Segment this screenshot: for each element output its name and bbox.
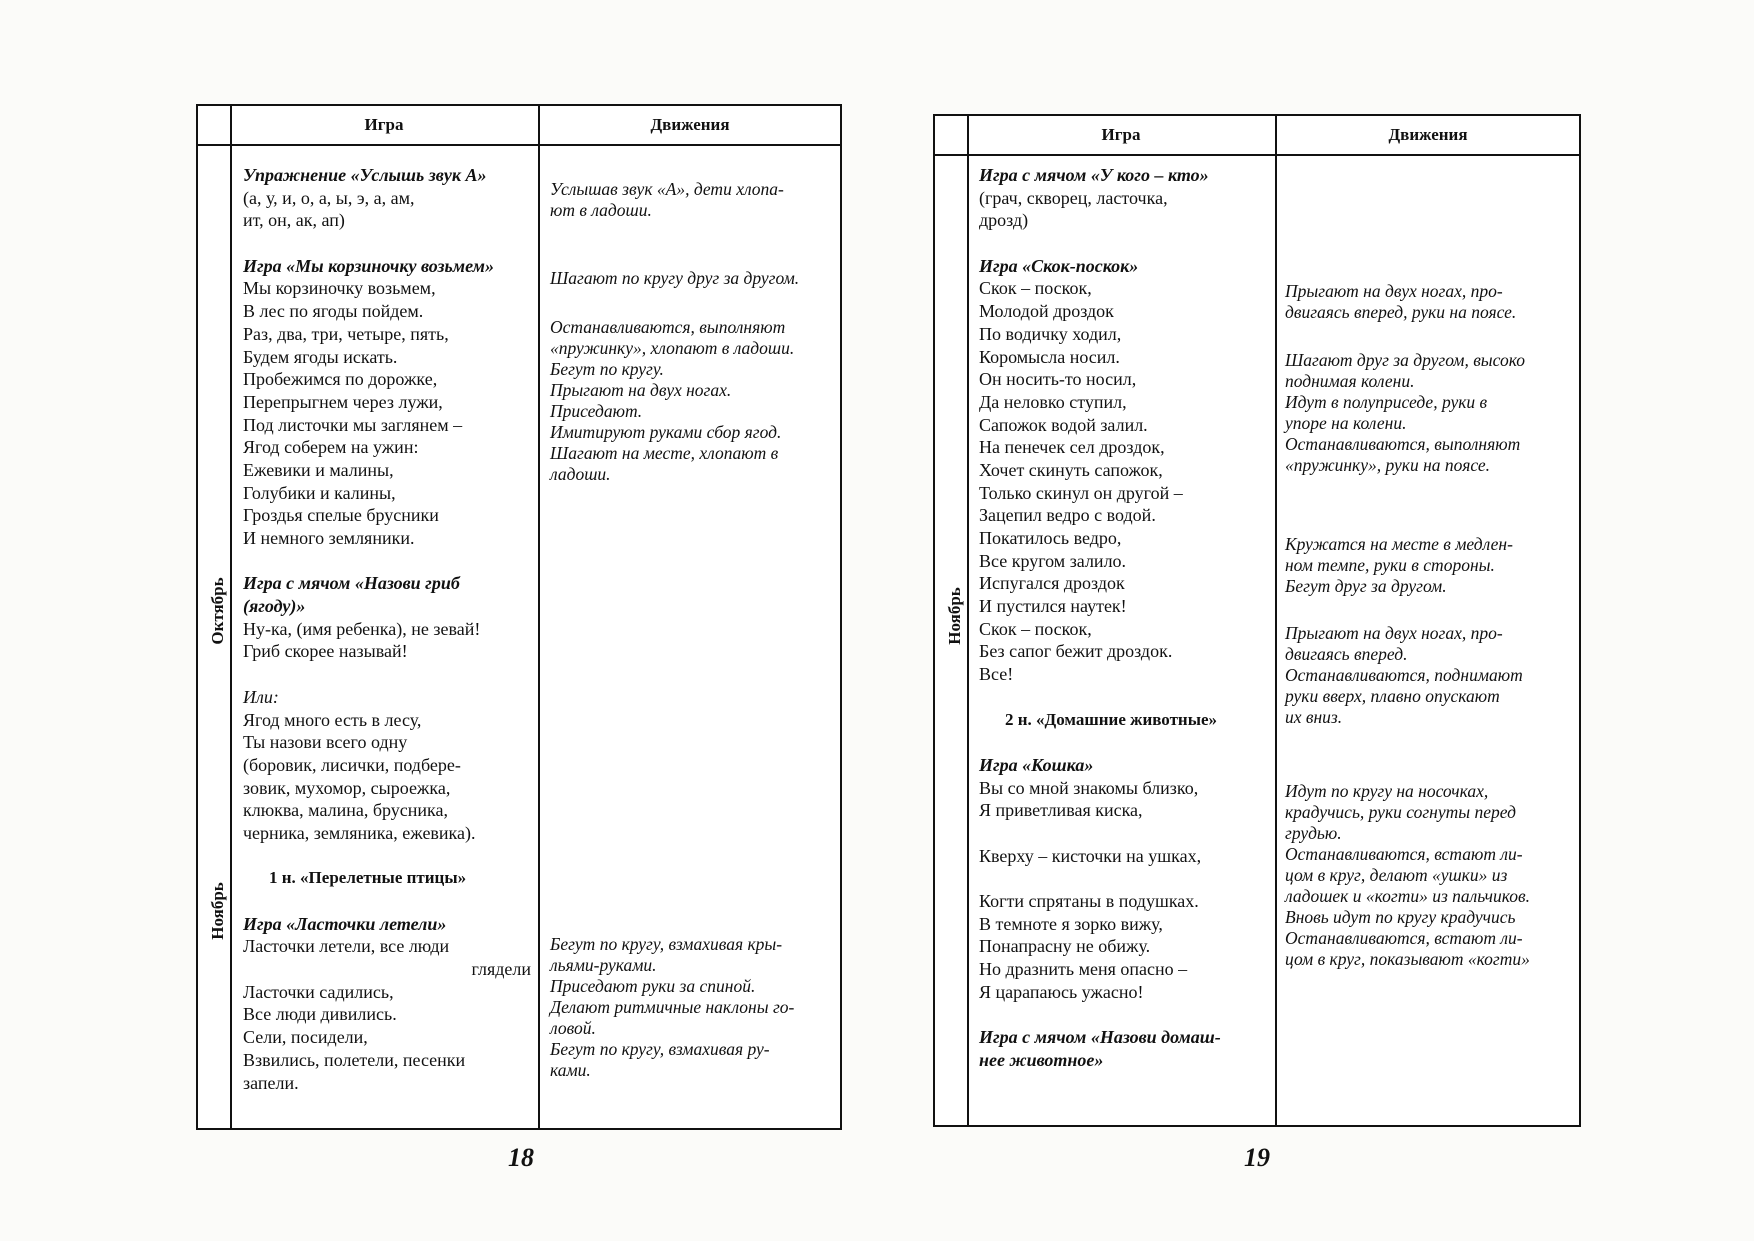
movement-text-line: упоре на колени.	[1285, 413, 1407, 433]
right-month-divider	[967, 116, 969, 1125]
movement-text-line: льями-руками.	[550, 955, 657, 975]
game-text-line: Все кругом залило.	[979, 550, 1127, 571]
game-text-line: Без сапог бежит дроздок.	[979, 641, 1173, 662]
movement-text-line: «пружинку», руки на поясе.	[1285, 455, 1491, 475]
header-game: Игра	[364, 115, 404, 134]
movement-text-line: Бегут по кругу.	[550, 359, 664, 379]
movement-text-line: Шагают друг за другом, высоко	[1285, 350, 1525, 370]
game-text-line: нее животное»	[979, 1049, 1104, 1070]
game-text-line: глядели	[471, 959, 531, 980]
movement-text-line: Прыгают на двух ногах, про-	[1285, 623, 1503, 643]
game-text-line: Скок – поскок,	[979, 278, 1092, 299]
movement-text-line: Бегут по кругу, взмахивая кры-	[550, 934, 783, 954]
game-text-line: Да неловко ступил,	[979, 391, 1127, 412]
movement-text-line: Идут в полуприседе, руки в	[1285, 392, 1488, 412]
game-text-line: Зацепил ведро с водой.	[979, 505, 1156, 526]
game-text-line: (ягоду)»	[243, 596, 306, 617]
right-moves-block	[1285, 281, 1575, 323]
game-text-line: Но дразнить меня опасно –	[979, 959, 1188, 980]
left-table	[196, 104, 842, 1130]
right-table	[933, 114, 1581, 1127]
game-text-line: 1 н. «Перелетные птицы»	[269, 868, 467, 888]
game-text-line: Или:	[243, 686, 279, 707]
movement-text-line: ладошек и «когти» из пальчиков.	[1285, 886, 1530, 906]
game-text-line: Игра «Кошка»	[979, 754, 1094, 775]
game-text-line: Игра с мячом «У кого – кто»	[979, 165, 1209, 185]
game-text-line	[243, 232, 531, 255]
movement-text-line: Приседают.	[550, 401, 643, 421]
game-text-line: Вы со мной знакомы близко,	[979, 777, 1199, 798]
movement-text-line: Вновь идут по кругу крадучись	[1285, 907, 1516, 927]
game-text-line: И пустился наутек!	[979, 596, 1127, 617]
game-text-line	[979, 731, 1269, 754]
game-text-line: Игра «Мы корзиночку возьмем»	[243, 255, 494, 276]
game-text-line	[243, 663, 531, 686]
game-text-line: Покатилось ведро,	[979, 528, 1122, 548]
right-column-divider	[1275, 116, 1277, 1125]
game-text-line: Я приветливая киска,	[979, 800, 1143, 821]
game-text-line: Гроздья спелые брусники	[243, 505, 439, 526]
game-text-line: Игра с мячом «Назови гриб	[243, 573, 460, 594]
game-text-line: Только скинул он другой –	[979, 482, 1183, 503]
game-text-line	[979, 686, 1269, 709]
game-text-line: Я царапаюсь ужасно!	[979, 981, 1144, 1002]
movement-text-line: Бегут по кругу, взмахивая ру-	[550, 1039, 770, 1059]
game-text-line: (грач, скворец, ласточка,	[979, 187, 1168, 208]
movement-text-line: ном темпе, руки в стороны.	[1285, 555, 1495, 575]
right-page	[877, 0, 1754, 1241]
movement-text-line: ловой.	[550, 1018, 596, 1038]
right-moves-block	[1285, 623, 1575, 728]
movement-text-line: Останавливаются, встают ли-	[1285, 928, 1523, 948]
movement-text-line: Шагают по кругу друг за другом.	[550, 268, 800, 288]
game-text-line: На пенечек сел дроздок,	[979, 437, 1165, 458]
movement-text-line: грудью.	[1285, 823, 1342, 843]
right-game-column	[979, 164, 1269, 1072]
game-text-line: Ягод много есть в лесу,	[243, 709, 422, 730]
game-text-line: Под листочки мы заглянем –	[243, 414, 463, 435]
movement-text-line: двигаясь вперед, руки на поясе.	[1285, 302, 1517, 322]
game-text-line	[243, 845, 531, 868]
game-text-line: Кверху – кисточки на ушках,	[979, 845, 1202, 866]
game-text-line: Будем ягоды искать.	[243, 346, 398, 367]
game-text-line: Игра «Скок-поскок»	[979, 255, 1139, 276]
game-text-line: Раз, два, три, четыре, пять,	[243, 323, 449, 344]
game-text-line: По водичку ходил,	[979, 323, 1122, 344]
movement-text-line: Имитируют руками сбор ягод.	[550, 422, 782, 442]
left-moves-block	[550, 934, 835, 1081]
game-text-line	[979, 1003, 1269, 1026]
game-text-line: В лес по ягоды пойдем.	[243, 301, 424, 322]
movement-text-line: ют в ладоши.	[550, 200, 652, 220]
left-game-column	[243, 164, 531, 1094]
game-text-line: Ягод соберем на ужин:	[243, 437, 419, 458]
movement-text-line: Услышав звук «А», дети хлопа-	[550, 179, 784, 199]
game-text-line: Коромысла носил.	[979, 346, 1120, 367]
game-text-line: Упражнение «Услышь звук А»	[243, 165, 487, 185]
movement-text-line: «пружинку», хлопают в ладоши.	[550, 338, 795, 358]
game-text-line: Скок – поскок,	[979, 618, 1092, 639]
movement-text-line: Идут по кругу на носочках,	[1285, 781, 1489, 801]
game-text-line: Пробежимся по дорожке,	[243, 369, 438, 390]
movement-text-line: Прыгают на двух ногах, про-	[1285, 281, 1503, 301]
movement-text-line: Делают ритмичные наклоны го-	[550, 997, 795, 1017]
game-text-line: Игра «Ласточки летели»	[243, 913, 447, 934]
movement-text-line: Бегут друг за другом.	[1285, 576, 1447, 596]
game-text-line: Ласточки садились,	[243, 981, 394, 1002]
right-moves-block	[1285, 781, 1575, 970]
left-moves-block	[550, 268, 835, 289]
game-text-line: Молодой дроздок	[979, 301, 1114, 322]
month-label-november: Ноябрь	[208, 882, 227, 940]
game-text-line: Испугался дроздок	[979, 573, 1125, 594]
game-text-line: Голубики и калины,	[243, 482, 396, 503]
game-text-line: Гриб скорее называй!	[243, 641, 408, 662]
header-moves: Движения	[1388, 125, 1468, 144]
game-text-line: 2 н. «Домашние животные»	[1005, 709, 1218, 729]
game-text-line: Сапожок водой залил.	[979, 414, 1148, 435]
movement-text-line: руки вверх, плавно опускают	[1285, 686, 1500, 706]
movement-text-line: Останавливаются, поднимают	[1285, 665, 1523, 685]
left-table-header	[198, 106, 840, 146]
game-text-line: (боровик, лисички, подбере-	[243, 754, 461, 775]
left-month-divider	[230, 106, 232, 1128]
game-text-line: Когти спрятаны в подушках.	[979, 891, 1199, 911]
header-game: Игра	[1101, 125, 1141, 144]
left-column-divider	[538, 106, 540, 1128]
game-text-line	[979, 232, 1269, 255]
game-text-line: запели.	[243, 1072, 299, 1093]
movement-text-line: Останавливаются, встают ли-	[1285, 844, 1523, 864]
game-text-line	[979, 867, 1269, 890]
right-moves-block	[1285, 534, 1575, 597]
game-text-line	[979, 822, 1269, 845]
movement-text-line: цом в круг, делают «ушки» из	[1285, 865, 1508, 885]
left-moves-block	[550, 317, 835, 485]
game-text-line: Взвились, полетели, песенки	[243, 1049, 466, 1070]
game-text-line: (а, у, и, о, а, ы, э, а, ам,	[243, 187, 415, 208]
game-text-line: Все!	[979, 664, 1014, 685]
game-text-line	[243, 550, 531, 573]
game-text-line	[243, 890, 531, 913]
game-text-line: дрозд)	[979, 210, 1029, 231]
movement-text-line: их вниз.	[1285, 707, 1343, 727]
movement-text-line: цом в круг, показывают «когти»	[1285, 949, 1530, 969]
game-text-line: ит, он, ак, ап)	[243, 210, 345, 231]
page-number-right: 19	[1244, 1143, 1270, 1172]
movement-text-line: Останавливаются, выполняют	[1285, 434, 1521, 454]
game-text-line: Понапрасну не обижу.	[979, 936, 1151, 957]
movement-text-line: Приседают руки за спиной.	[550, 976, 756, 996]
movement-text-line: поднимая колени.	[1285, 371, 1415, 391]
game-text-line: Ласточки летели, все люди	[243, 936, 450, 957]
movement-text-line: Прыгают на двух ногах.	[550, 380, 732, 400]
header-moves: Движения	[650, 115, 730, 134]
game-text-line: Сели, посидели,	[243, 1027, 368, 1048]
game-text-line: зовик, мухомор, сыроежка,	[243, 777, 451, 798]
movement-text-line: ками.	[550, 1060, 591, 1080]
month-label-november: Ноябрь	[945, 587, 964, 645]
game-text-line: Хочет скинуть сапожок,	[979, 459, 1163, 480]
game-text-line: Ну-ка, (имя ребенка), не зевай!	[243, 618, 481, 639]
game-text-line: Игра с мячом «Назови домаш-	[979, 1027, 1221, 1048]
right-moves-block	[1285, 350, 1575, 476]
movement-text-line: Останавливаются, выполняют	[550, 317, 786, 337]
game-text-line: Перепрыгнем через лужи,	[243, 391, 443, 412]
right-table-header	[935, 116, 1579, 156]
game-text-line: клюква, малина, брусника,	[243, 800, 448, 821]
game-text-line: Мы корзиночку возьмем,	[243, 278, 436, 299]
game-text-line: Ты назови всего одну	[243, 732, 408, 753]
game-text-line: Ежевики и малины,	[243, 459, 394, 480]
page-number-left: 18	[508, 1143, 534, 1172]
movement-text-line: крадучись, руки согнуты перед	[1285, 802, 1516, 822]
game-text-line: В темноте я зорко вижу,	[979, 913, 1163, 934]
movement-text-line: двигаясь вперед.	[1285, 644, 1408, 664]
game-text-line: Он носить-то носил,	[979, 369, 1137, 390]
game-text-line: черника, земляника, ежевика).	[243, 822, 476, 843]
movement-text-line: Шагают на месте, хлопают в	[550, 443, 779, 463]
game-text-line: Все люди дивились.	[243, 1004, 397, 1025]
month-label-october: Октябрь	[208, 577, 227, 645]
game-text-line: И немного земляники.	[243, 528, 415, 548]
left-moves-block	[550, 179, 835, 221]
movement-text-line: Кружатся на месте в медлен-	[1285, 534, 1513, 554]
movement-text-line: ладоши.	[550, 464, 611, 484]
